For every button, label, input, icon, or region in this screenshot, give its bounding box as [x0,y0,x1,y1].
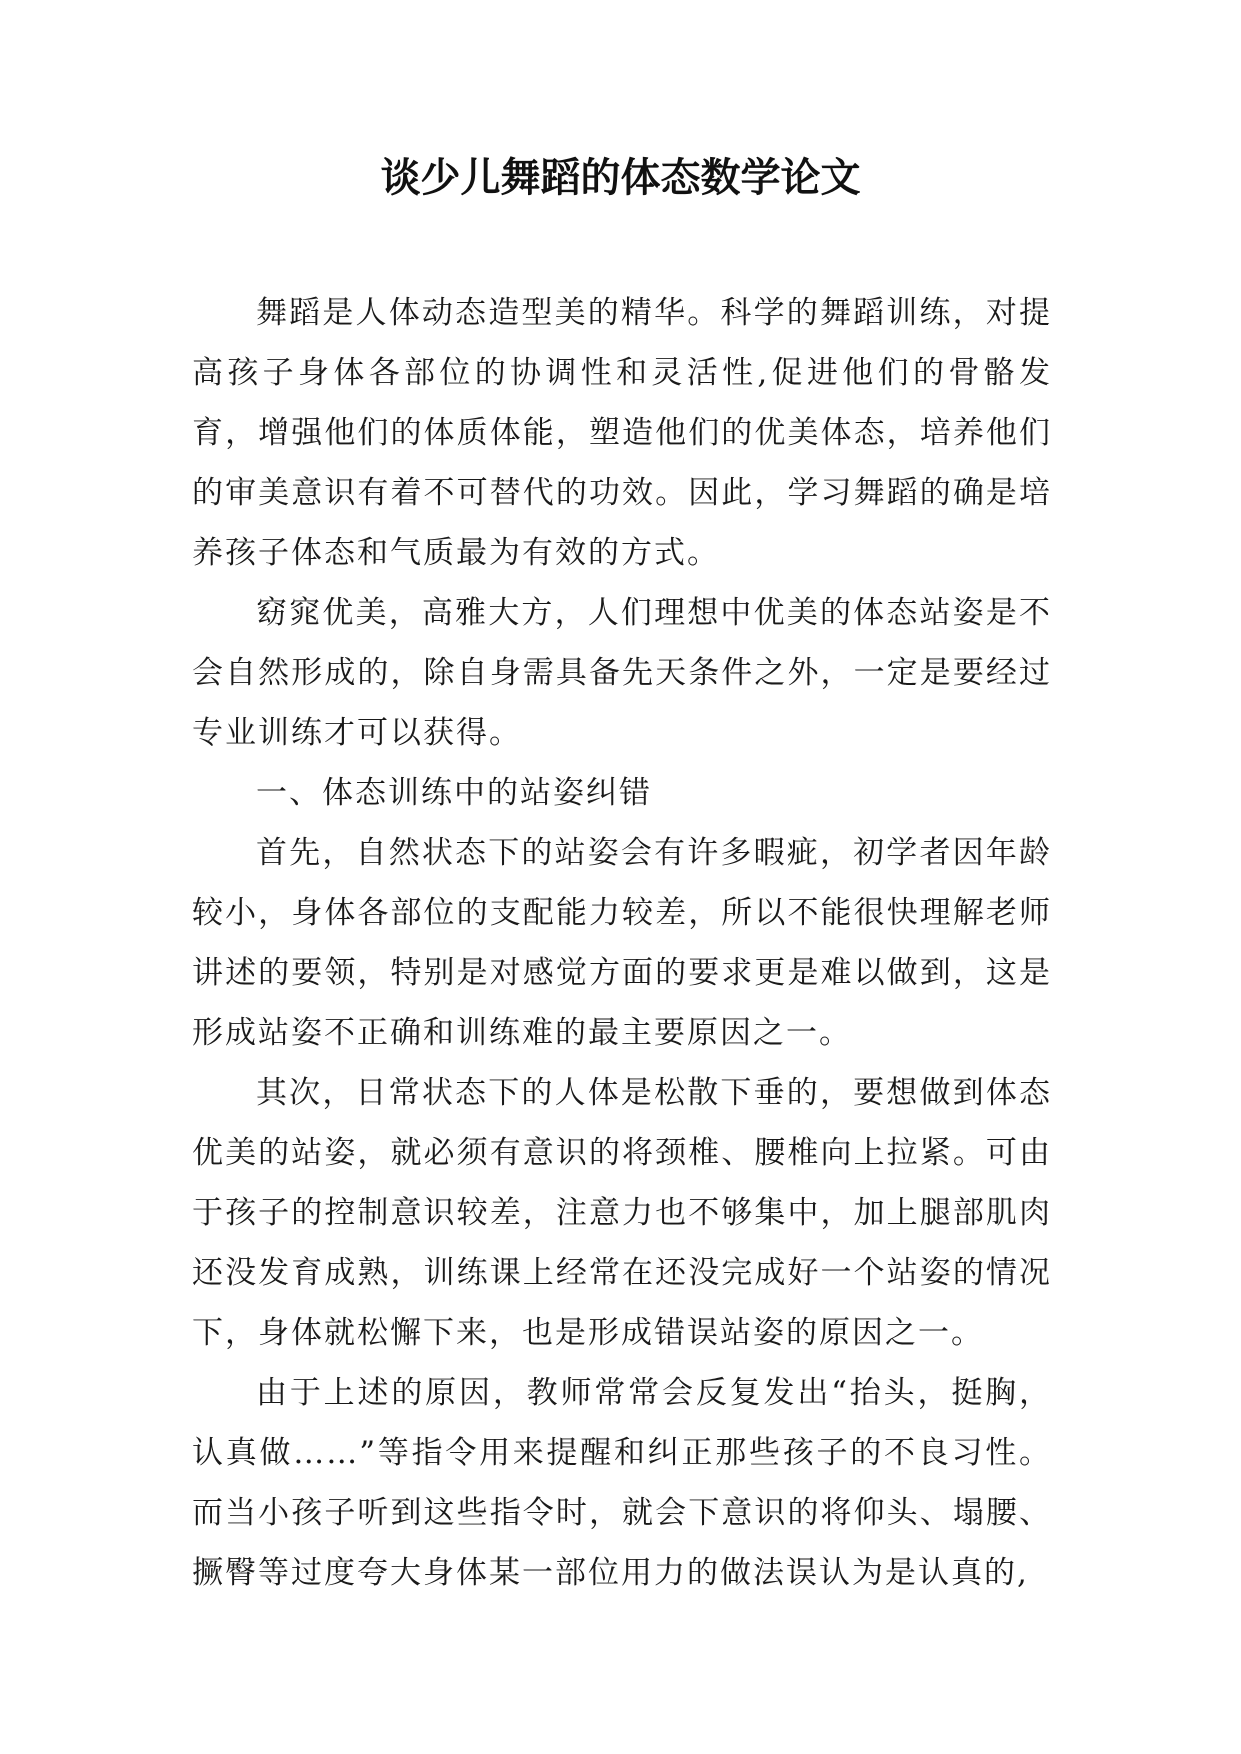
paragraph-first-reason: 首先，自然状态下的站姿会有许多暇疵，初学者因年龄较小，身体各部位的支配能力较差，所以不能很快理解老师讲述的要领，特别是对感觉方面的要求更是难以做到，这是形成站姿不正确和训练难的最主要原因之一。 [192,835,1052,1051]
paragraph-teacher-instructions: 由于上述的原因，教师常常会反复发出“抬头，挺胸，认真做……”等指令用来提醒和纠正那些孩子的不良习性。而当小孩子听到这些指令时，就会下意识的将仰头、塌腰、撅臀等过度夸大身体某一部位用力的做法误认为是认真的, [192,1375,1052,1591]
section-heading-posture-correction: 一、体态训练中的站姿纠错 [256,775,652,811]
paragraph-posture-ideal: 窈窕优美，高雅大方，人们理想中优美的体态站姿是不会自然形成的，除自身需具备先天条件之外，一定是要经过专业训练才可以获得。 [192,595,1052,751]
document-body [192,283,1052,1603]
paragraph-intro: 舞蹈是人体动态造型美的精华。科学的舞蹈训练，对提高孩子身体各部位的协调性和灵活性,促进他们的骨骼发育，增强他们的体质体能，塑造他们的优美体态，培养他们的审美意识有着不可替代的功效。因此，学习舞蹈的确是培养孩子体态和气质最为有效的方式。 [192,295,1052,571]
document-title: 谈少儿舞蹈的体态数学论文 [380,155,861,201]
paragraph-second-reason: 其次，日常状态下的人体是松散下垂的，要想做到体态优美的站姿，就必须有意识的将颈椎、腰椎向上拉紧。可由于孩子的控制意识较差，注意力也不够集中，加上腿部肌肉还没发育成熟，训练课上经常在还没完成好一个站姿的情况下，身体就松懈下来，也是形成错误站姿的原因之一。 [192,1075,1052,1351]
